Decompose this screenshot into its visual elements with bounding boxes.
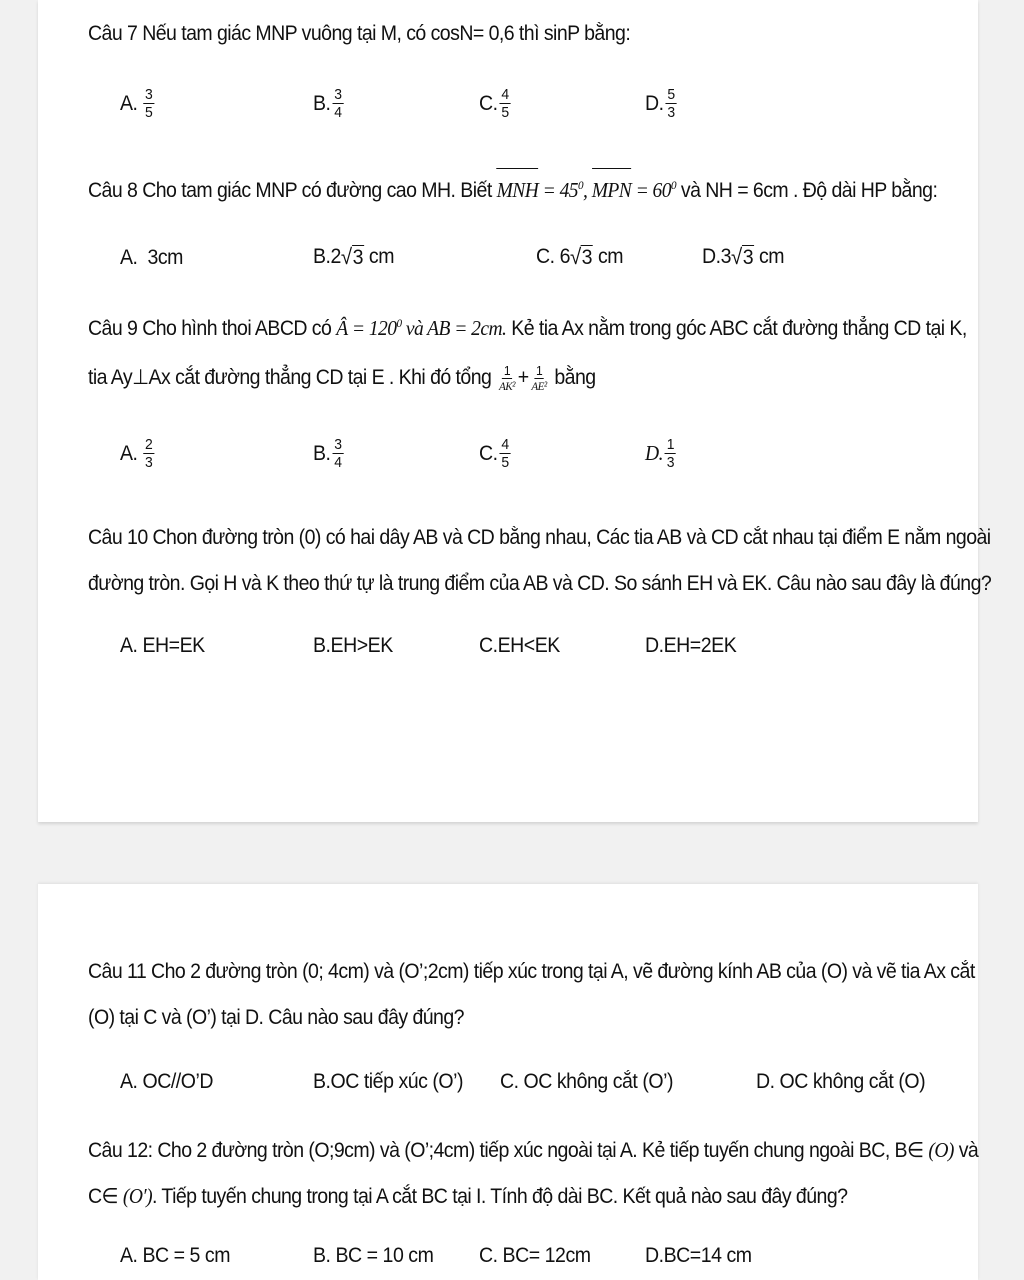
q12-option-d: D.BC=14 cm	[645, 1244, 752, 1267]
question-10-line-2: đường tròn. Gọi H và K theo thứ tự là trung điểm của AB và CD. So sánh EH và EK. Câu nào sau đây là đúng?	[88, 572, 992, 595]
question-7-text: Câu 7 Nếu tam giác MNP vuông tại M, có cosN= 0,6 thì sinP bằng:	[88, 22, 631, 45]
q8-option-b: B. 2 √ 3 cm	[313, 244, 395, 269]
q11-option-b: B.OC tiếp xúc (O’)	[313, 1070, 464, 1093]
q10-option-b: B.EH>EK	[313, 634, 393, 657]
q8-option-a: A. 3cm	[120, 246, 183, 269]
q9-option-b: B. $\frac{3}{4}$	[313, 436, 342, 471]
q12-option-a: A. BC = 5 cm	[120, 1244, 231, 1267]
q10-option-c: C.EH<EK	[479, 634, 560, 657]
q12-option-b: B. BC = 10 cm	[313, 1244, 434, 1267]
question-11-line-2: (O) tại C và (O’) tại D. Câu nào sau đây đúng?	[88, 1006, 464, 1029]
document-page-2	[38, 884, 978, 1280]
q8-option-d: D. 3 √ 3 cm	[702, 244, 785, 269]
q11-option-c: C. OC không cắt (O’)	[500, 1070, 674, 1093]
q7-option-d: D. $\frac{5}{3}$	[645, 86, 675, 121]
document-page-1	[38, 0, 992, 822]
q11-option-d: D. OC không cắt (O)	[756, 1070, 926, 1093]
q10-option-d: D.EH=2EK	[645, 634, 737, 657]
question-12-line-1: Câu 12: Cho 2 đường tròn (O;9cm) và (O’;4cm) tiếp xúc ngoài tại A. Kẻ tiếp tuyến chung ngoài BC, B∈ (O) và	[88, 1138, 979, 1162]
question-8-text: Câu 8 Cho tam giác MNP có đường cao MH. Biết MNH = $45^0$, MPN = $60^0$ và NH = 6cm . Độ dài HP bằng:	[88, 168, 879, 211]
question-10-line-1: Câu 10 Chon đường tròn (0) có hai dây AB và CD bằng nhau, Các tia AB và CD cắt nhau tại điểm E nằm ngoài	[88, 526, 991, 549]
q12-option-c: C. BC= 12cm	[479, 1244, 591, 1267]
question-12-line-2: C∈ (O′). Tiếp tuyến chung trong tại A cắt BC tại I. Tính độ dài BC. Kết quả nào sau đây đúng?	[88, 1184, 848, 1208]
q11-option-a: A. OC//O’D	[120, 1070, 214, 1093]
q7-option-c: C. $\frac{4}{5}$	[479, 86, 509, 121]
q9-option-d: D. $\frac{1}{3}$	[645, 436, 675, 471]
q7-option-a: A. $\frac{3}{5}$	[120, 86, 153, 121]
q8-option-c: C. 6 √ 3 cm	[536, 244, 624, 269]
q10-option-a: A. EH=EK	[120, 634, 205, 657]
q9-option-c: C. $\frac{4}{5}$	[479, 436, 509, 471]
q9-option-a: A. $\frac{2}{3}$	[120, 436, 153, 471]
question-9-line-2: tia Ay⊥Ax cắt đường thẳng CD tại E . Khi đó tổng $\frac{1}{\text{AK²}}$ + $\frac{1}{\text{AE²}}$ bằng	[88, 362, 596, 393]
question-11-line-1: Câu 11 Cho 2 đường tròn (0; 4cm) và (O’;2cm) tiếp xúc trong tại A, vẽ đường kính AB của (O) và vẽ tia Ax cắt	[88, 960, 975, 983]
question-9-line-1: Câu 9 Cho hình thoi ABCD có Â = $120^0$ và AB = 2cm. Kẻ tia Ax nằm trong góc ABC cắt đường thẳng CD tại K,	[88, 316, 967, 340]
q7-option-b: B. $\frac{3}{4}$	[313, 86, 342, 121]
